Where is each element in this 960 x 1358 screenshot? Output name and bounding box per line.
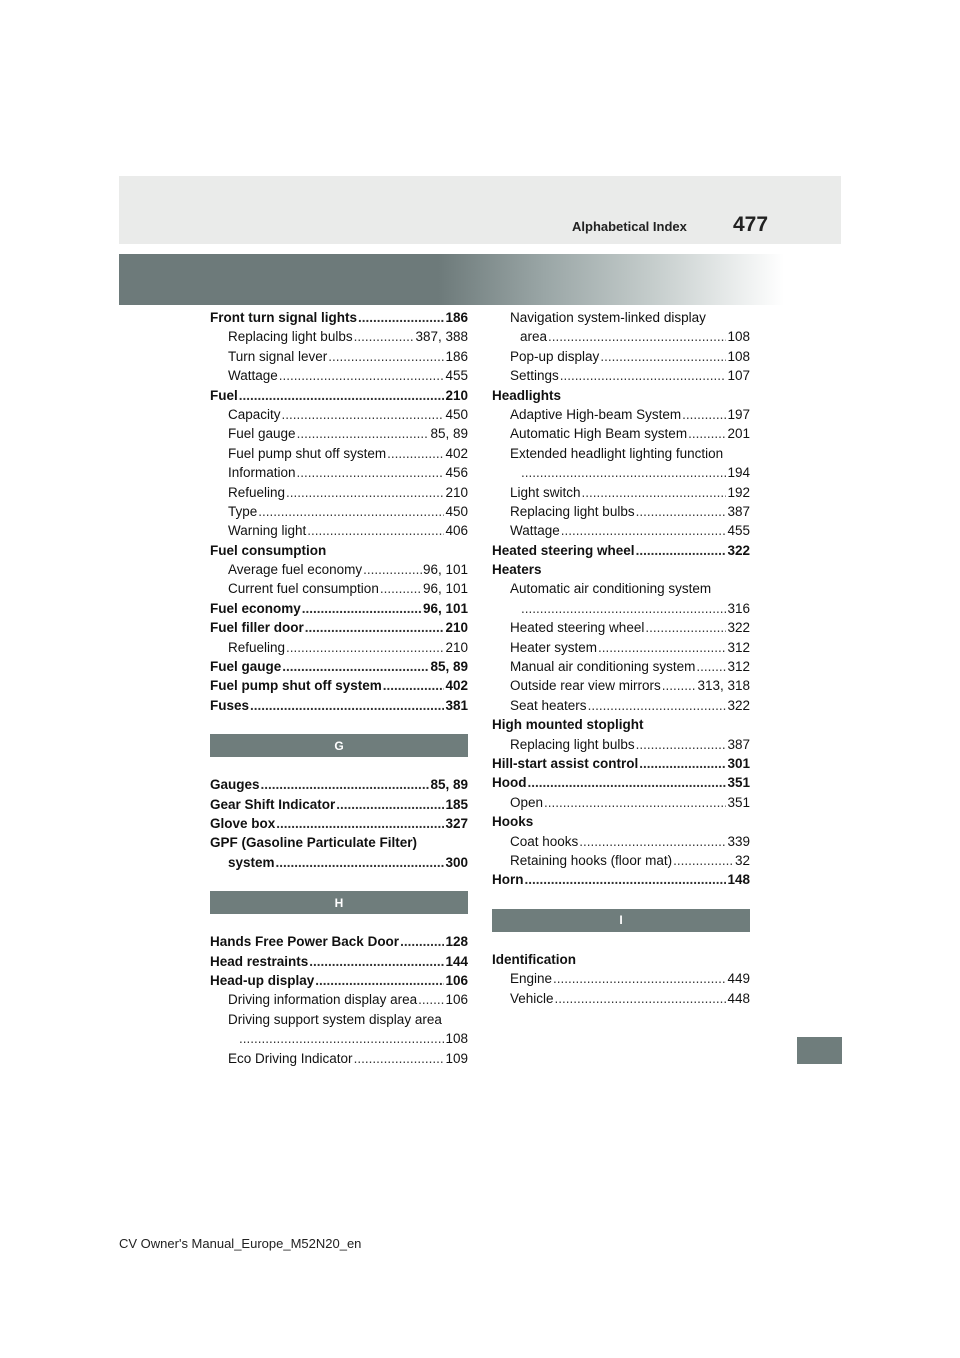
index-entry-heading: Fuel consumption — [210, 542, 327, 558]
index-entry-continuation: system ..... 300 — [210, 853, 468, 872]
index-entry: Heated steering wheel ..... 322 — [492, 541, 750, 560]
index-entry: Fuses ..... 381 — [210, 696, 468, 715]
page-number: 477 — [733, 213, 769, 236]
index-entry-heading: Hooks — [492, 814, 534, 830]
index-subentry: Coat hooks ..... 339 — [492, 832, 750, 851]
index-entry: Fuel economy ..... 96, 101 — [210, 599, 468, 618]
index-subentry: Outside rear view mirrors ..... 313, 318 — [492, 676, 750, 695]
index-subentry: Driving information display area ..... 106 — [210, 990, 468, 1009]
index-subentry-heading: Navigation system-linked display — [510, 310, 706, 325]
index-subentry-continuation: ..... 194 — [492, 463, 750, 482]
index-column-left — [210, 308, 468, 1068]
index-subentry: Seat heaters ..... 322 — [492, 696, 750, 715]
index-subentry: Refueling ..... 210 — [210, 638, 468, 657]
index-entry: Head-up display ..... 106 — [210, 971, 468, 990]
index-entry: Fuel filler door ..... 210 — [210, 618, 468, 637]
section-letter-g: G — [210, 734, 468, 757]
index-subentry: Retaining hooks (floor mat) ..... 32 — [492, 851, 750, 870]
index-subentry: Light switch ..... 192 — [492, 483, 750, 502]
index-subentry: Current fuel consumption ..... 96, 101 — [210, 579, 468, 598]
index-entry-heading: High mounted stoplight — [492, 717, 644, 733]
index-subentry: Fuel pump shut off system ..... 402 — [210, 444, 468, 463]
index-subentry: Adaptive High-beam System ..... 197 — [492, 405, 750, 424]
index-subentry: Warning light ..... 406 — [210, 521, 468, 540]
index-entry: Hands Free Power Back Door ..... 128 — [210, 932, 468, 951]
thumb-index-tab — [797, 1037, 842, 1064]
index-entry: Glove box ..... 327 — [210, 814, 468, 833]
index-subentry-heading: Extended headlight lighting function — [510, 445, 724, 461]
index-subentry: Average fuel economy ..... 96, 101 — [210, 560, 468, 579]
index-entry: Front turn signal lights ..... 186 — [210, 308, 468, 327]
index-entry: Horn ..... 148 — [492, 870, 750, 889]
index-entry: Hill-start assist control ..... 301 — [492, 754, 750, 773]
index-subentry-heading: Driving support system display area — [228, 1011, 442, 1027]
index-entry: Fuel pump shut off system ..... 402 — [210, 676, 468, 695]
decorative-gradient-bar — [119, 254, 784, 305]
section-letter-h: H — [210, 891, 468, 914]
index-subentry: Automatic High Beam system ..... 201 — [492, 424, 750, 443]
section-title: Alphabetical Index — [572, 219, 687, 234]
index-entry: Hood ..... 351 — [492, 773, 750, 792]
index-entry: Gear Shift Indicator ..... 185 — [210, 795, 468, 814]
index-subentry: Settings ..... 107 — [492, 366, 750, 385]
index-entry: Fuel ..... 210 — [210, 386, 468, 405]
index-entry: Gauges ..... 85, 89 — [210, 775, 468, 794]
index-subentry: Refueling ..... 210 — [210, 483, 468, 502]
footer-text: CV Owner's Manual_Europe_M52N20_en — [119, 1236, 362, 1251]
index-subentry: Replacing light bulbs ..... 387 — [492, 735, 750, 754]
index-subentry: Heated steering wheel ..... 322 — [492, 618, 750, 637]
index-entry: Fuel gauge ..... 85, 89 — [210, 657, 468, 676]
index-entry-heading: Identification — [492, 951, 576, 967]
index-entry: Head restraints ..... 144 — [210, 952, 468, 971]
index-subentry-heading: Automatic air conditioning system — [510, 581, 712, 597]
index-entry-heading: Heaters — [492, 562, 542, 578]
index-entry-heading: GPF (Gasoline Particulate Filter) — [210, 835, 418, 851]
index-subentry: Vehicle ..... 448 — [492, 989, 750, 1008]
index-subentry: Turn signal lever ..... 186 — [210, 347, 468, 366]
index-subentry: Wattage ..... 455 — [210, 366, 468, 385]
index-entry-heading: Headlights — [492, 387, 562, 403]
index-subentry: Pop-up display ..... 108 — [492, 347, 750, 366]
index-subentry-continuation: area ..... 108 — [492, 327, 750, 346]
index-subentry: Heater system ..... 312 — [492, 638, 750, 657]
index-subentry: Engine ..... 449 — [492, 969, 750, 988]
index-subentry: Replacing light bulbs ..... 387, 388 — [210, 327, 468, 346]
index-subentry: Replacing light bulbs ..... 387 — [492, 502, 750, 521]
index-subentry: Type ..... 450 — [210, 502, 468, 521]
index-subentry: Eco Driving Indicator ..... 109 — [210, 1049, 468, 1068]
index-subentry: Fuel gauge ..... 85, 89 — [210, 424, 468, 443]
index-subentry: Open ..... 351 — [492, 793, 750, 812]
index-subentry: Wattage ..... 455 — [492, 521, 750, 540]
index-subentry-continuation: ..... 316 — [492, 599, 750, 618]
index-subentry: Manual air conditioning system ..... 312 — [492, 657, 750, 676]
index-subentry-continuation: ..... 108 — [210, 1029, 468, 1048]
index-subentry: Capacity ..... 450 — [210, 405, 468, 424]
index-column-right — [492, 308, 750, 1008]
index-subentry: Information ..... 456 — [210, 463, 468, 482]
section-letter-i: I — [492, 909, 750, 932]
